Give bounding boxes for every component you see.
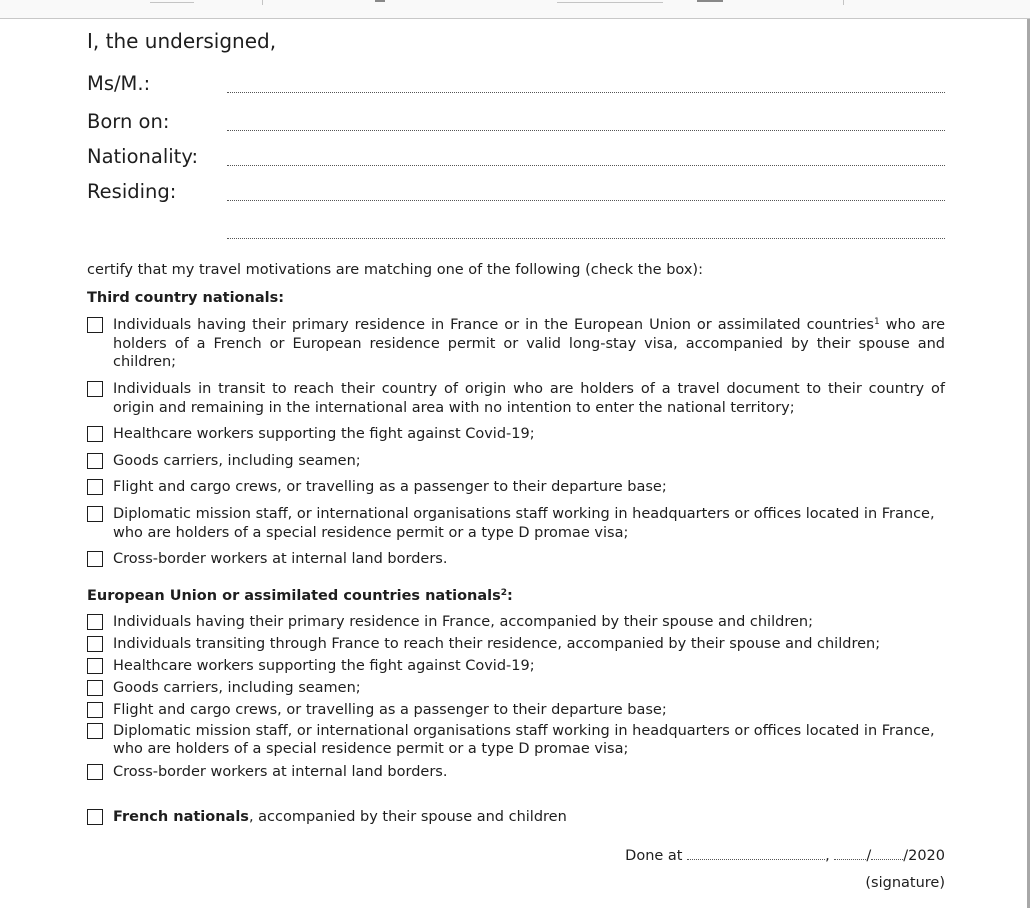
checkbox[interactable] (87, 658, 103, 674)
option-label: Diplomatic mission staff, or international organisations staff working in headquarters or offices located in France, who are holders of a special residence permit or a type D promae visa; (113, 723, 935, 757)
option-label: Healthcare workers supporting the fight against Covid-19; (113, 426, 535, 442)
option-text-continued: who are holders of a French or European residence permit or valid long-stay visa, accompanied by their spouse and children; (113, 317, 945, 370)
third-country-title: Third country nationals: (87, 290, 285, 306)
residence-input-line[interactable] (227, 200, 945, 201)
checkbox[interactable] (87, 702, 103, 718)
nationality-input-line[interactable] (227, 165, 945, 166)
checkbox[interactable] (87, 381, 103, 397)
field-residence (87, 180, 945, 206)
footnote-marker: 2 (500, 588, 508, 598)
year-text: /2020 (903, 848, 945, 864)
field-label: Residing: (87, 180, 177, 203)
option-text: Individuals having their primary residence in France or in the European Union or assimilated countries (113, 317, 874, 333)
checkbox[interactable] (87, 479, 103, 495)
eu-title-suffix: : (507, 588, 513, 604)
toolbar-icon[interactable] (697, 0, 723, 2)
option-label: Individuals having their primary residence in France, accompanied by their spouse and children; (113, 614, 813, 630)
day-input-line[interactable] (834, 847, 866, 860)
option-label: Cross-border workers at internal land borders. (113, 551, 448, 567)
french-nationals-rest: , accompanied by their spouse and children (248, 809, 567, 825)
field-name (87, 72, 945, 98)
signature-label: (signature) (865, 875, 945, 891)
field-nationality (87, 145, 945, 171)
french-nationals-bold: French nationals (113, 809, 249, 825)
field-label: Ms/M.: (87, 72, 151, 95)
viewer-toolbar (0, 0, 1030, 19)
place-input-line[interactable] (687, 847, 825, 860)
checkbox[interactable] (87, 809, 103, 825)
comma: , (825, 848, 830, 864)
option-label: Cross-border workers at internal land borders. (113, 764, 448, 780)
intro-text: I, the undersigned, (87, 29, 277, 53)
option-label: Flight and cargo crews, or travelling as a passenger to their departure base; (113, 479, 667, 495)
done-at-line (625, 847, 945, 864)
option-label: Goods carriers, including seamen; (113, 680, 361, 696)
checkbox[interactable] (87, 506, 103, 522)
footnote-marker: 1 (873, 317, 880, 327)
checkbox[interactable] (87, 723, 103, 739)
checkbox[interactable] (87, 764, 103, 780)
field-label: Nationality: (87, 145, 199, 168)
option-label (113, 808, 945, 827)
done-at-label: Done at (625, 848, 683, 864)
birth-date-input-line[interactable] (227, 130, 945, 131)
option-label: Individuals in transit to reach their country of origin who are holders of a travel document to their country of origin and remaining in the international area with no intention to enter the national territory; (113, 381, 945, 416)
checkbox[interactable] (87, 551, 103, 567)
name-input-line[interactable] (227, 92, 945, 93)
checkbox[interactable] (87, 614, 103, 630)
option-label (113, 316, 945, 372)
option-label: Goods carriers, including seamen; (113, 453, 361, 469)
toolbar-separator (843, 0, 844, 5)
eu-nationals-title (87, 588, 513, 604)
checkbox[interactable] (87, 426, 103, 442)
toolbar-icon[interactable] (375, 0, 385, 2)
field-label: Born on: (87, 110, 170, 133)
checkbox[interactable] (87, 680, 103, 696)
checkbox[interactable] (87, 453, 103, 469)
toolbar-field-underline[interactable] (150, 2, 194, 3)
toolbar-separator (262, 0, 263, 5)
certify-text: certify that my travel motivations are matching one of the following (check the box): (87, 262, 703, 278)
option-label: Individuals transiting through France to reach their residence, accompanied by their spouse and children; (113, 636, 881, 652)
option-label: Diplomatic mission staff, or international organisations staff working in headquarters or offices located in France, who are holders of a special residence permit or a type D promae visa; (113, 506, 935, 541)
eu-title-text: European Union or assimilated countries nationals (87, 588, 501, 604)
residence-input-line-2[interactable] (227, 238, 945, 239)
toolbar-field-underline[interactable] (557, 2, 663, 3)
checkbox[interactable] (87, 636, 103, 652)
month-input-line[interactable] (871, 847, 903, 860)
option-label: Flight and cargo crews, or travelling as a passenger to their departure base; (113, 702, 667, 718)
date-slash: / (866, 848, 872, 864)
option-label: Healthcare workers supporting the fight against Covid-19; (113, 658, 535, 674)
field-birth-date (87, 110, 945, 136)
checkbox[interactable] (87, 317, 103, 333)
